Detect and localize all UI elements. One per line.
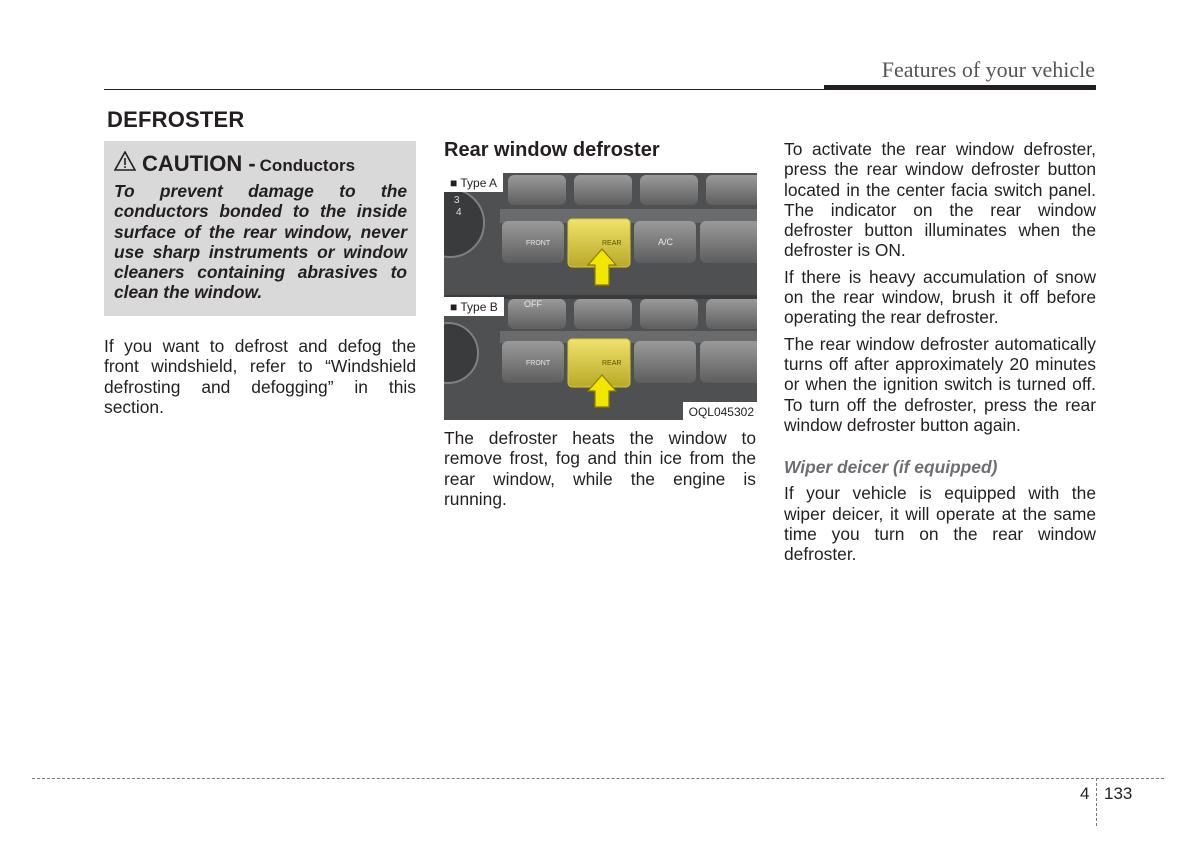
right-paragraph-1: To activate the rear window defroster, press the rear window defroster button located in the center facia switch panel. The indicator on the rear window defroster button illuminates when the defroster is ON. bbox=[784, 139, 1096, 261]
right-paragraph-3: The rear window defroster automatically turns off after approximately 20 minutes or when the ignition switch is turned off. To turn off the defroster, press the rear window defroster button again. bbox=[784, 333, 1096, 435]
svg-text:A/C: A/C bbox=[658, 237, 674, 247]
header-rule bbox=[104, 89, 824, 90]
caution-subject: Conductors bbox=[259, 156, 356, 175]
svg-text:4: 4 bbox=[456, 207, 462, 218]
caution-word: CAUTION - bbox=[142, 151, 256, 176]
footer-rule bbox=[32, 778, 1164, 779]
header-rule-thick bbox=[824, 85, 1096, 90]
footer-divider bbox=[1096, 778, 1097, 826]
caution-text: To prevent damage to the conductors bonded to the inside surface of the rear window, never use sharp instruments or window cleaners containing abrasives to clean the window. bbox=[114, 181, 407, 303]
svg-text:REAR: REAR bbox=[602, 240, 622, 247]
svg-text:REAR: REAR bbox=[602, 360, 622, 367]
chapter-number: 4 bbox=[1080, 784, 1090, 803]
svg-text:OFF: OFF bbox=[524, 299, 542, 309]
wiper-deicer-paragraph: If your vehicle is equipped with the wiper deicer, it will operate at the same time you turn on the rear window defroster. bbox=[784, 483, 1096, 565]
mid-paragraph: The defroster heats the window to remove frost, fog and thin ice from the rear window, while the engine is running. bbox=[444, 428, 756, 509]
svg-text:3: 3 bbox=[454, 195, 460, 206]
rear-defroster-heading: Rear window defroster bbox=[444, 139, 660, 161]
section-title: DEFROSTER bbox=[107, 107, 245, 132]
figure-code: OQL045302 bbox=[683, 402, 757, 420]
svg-text:FRONT: FRONT bbox=[526, 240, 551, 247]
figure-label-type-a: ■ Type A bbox=[444, 173, 503, 192]
caution-heading bbox=[114, 151, 407, 177]
figure-label-type-b: ■ Type B bbox=[444, 297, 504, 316]
page-number: 133 bbox=[1104, 784, 1133, 803]
left-paragraph: If you want to defrost and defog the front windshield, refer to “Windshield defrosting and defogging” in this section. bbox=[104, 336, 416, 417]
caution-box bbox=[104, 141, 416, 316]
control-panel-figure bbox=[444, 173, 757, 420]
svg-text:FRONT: FRONT bbox=[526, 360, 551, 367]
wiper-deicer-heading: Wiper deicer (if equipped) bbox=[784, 457, 998, 478]
right-column bbox=[784, 139, 1096, 571]
right-paragraph-2: If there is heavy accumulation of snow on the rear window, brush it off before operating the rear defroster. bbox=[784, 266, 1096, 328]
running-header: Features of your vehicle bbox=[881, 57, 1095, 82]
warning-triangle-icon bbox=[114, 151, 136, 175]
